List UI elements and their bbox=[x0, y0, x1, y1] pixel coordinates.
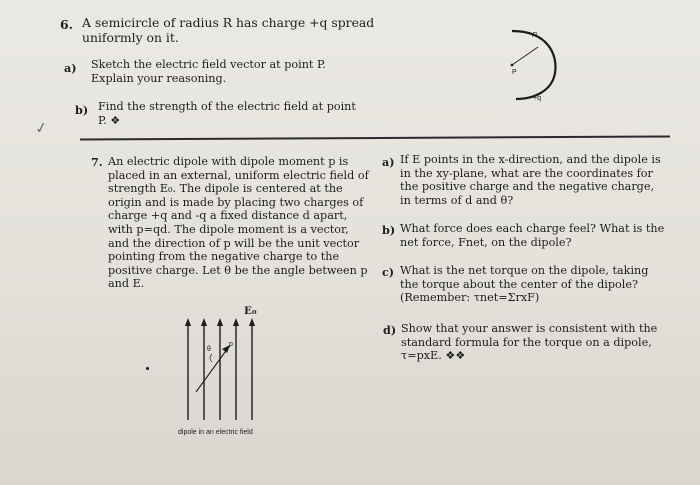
section-divider bbox=[80, 135, 670, 140]
q6-stem-line-2: uniformly on it. bbox=[82, 30, 179, 45]
q7-stem-line-4: origin and is made by placing two charges of bbox=[108, 195, 364, 209]
theta-label: θ bbox=[207, 346, 211, 353]
q7d-text bbox=[401, 322, 657, 363]
field-arrowheads bbox=[185, 318, 255, 326]
q6b-line-1: Find the strength of the electric field at point bbox=[98, 100, 356, 113]
q7d-line-3: τ=pxE. ❖❖ bbox=[401, 349, 466, 363]
q7-stem-line-9: positive charge. Let θ be the angle between p bbox=[108, 263, 368, 277]
q7-stem-line-8: pointing from the negative charge to the bbox=[108, 250, 340, 264]
q7a-line-1: If E points in the x-direction, and the dipole is bbox=[400, 153, 661, 166]
q6a-line-2: Explain your reasoning. bbox=[91, 72, 227, 85]
point-p-dot bbox=[511, 64, 514, 67]
q7c-line-3: (Remember: τnet=ΣrxF) bbox=[400, 291, 540, 305]
dipole-figure bbox=[180, 316, 290, 426]
figure-caption: dipole in an electric field bbox=[178, 429, 253, 436]
q7b-line-2: net force, Fnet, on the dipole? bbox=[400, 235, 572, 249]
semicircle-arc bbox=[512, 31, 556, 99]
q7-stem-line-6: with p=qd. The dipole moment is a vector, bbox=[108, 222, 349, 236]
q6-number: 6. bbox=[60, 17, 73, 32]
q7a-text bbox=[400, 153, 661, 207]
q7b-text bbox=[400, 222, 664, 249]
q7d-line-1: Show that your answer is consistent with the bbox=[401, 322, 658, 335]
q7c-line-2: the torque about the center of the dipole? bbox=[400, 277, 638, 291]
q7-stem-line-7: and the direction of p will be the unit vector bbox=[108, 236, 360, 250]
radius-label: R bbox=[532, 32, 538, 39]
theta-arc bbox=[210, 354, 212, 362]
pencil-check-icon: ✓ bbox=[33, 118, 50, 138]
q7-stem-line-2: placed in an external, uniform electric field of bbox=[108, 168, 369, 182]
q7d-line-2: standard formula for the torque on a dipole, bbox=[401, 335, 652, 349]
q7a-line-3: the positive charge and the negative charge, bbox=[400, 180, 655, 194]
semicircle-figure bbox=[508, 25, 568, 105]
origin-dot bbox=[146, 367, 149, 370]
q7-stem-line-5: charge +q and -q a fixed distance d apart, bbox=[108, 209, 348, 223]
q7c-text bbox=[400, 264, 648, 305]
q7-stem-line-10: and E. bbox=[108, 277, 145, 291]
point-p-label: P bbox=[512, 69, 517, 76]
q7-stem-line-3: strength E₀. The dipole is centered at the bbox=[108, 182, 343, 196]
q6b-label: b) bbox=[75, 103, 89, 117]
q6b-line-2: P. ❖ bbox=[98, 114, 121, 127]
q7c-label: c) bbox=[382, 265, 395, 279]
p-label: p bbox=[229, 341, 233, 348]
q6a-line-1: Sketch the electric field vector at point P. bbox=[91, 58, 326, 71]
q7b-label: b) bbox=[382, 223, 396, 237]
q7-number: 7. bbox=[91, 155, 103, 169]
dipole-vector bbox=[196, 348, 228, 392]
radius-line bbox=[512, 47, 538, 65]
q6a-label: a) bbox=[64, 61, 77, 75]
q7a-line-2: in the xy-plane, what are the coordinates for bbox=[400, 166, 653, 180]
field-label: E₀ bbox=[244, 305, 257, 317]
q7a-label: a) bbox=[382, 155, 395, 169]
charge-label: +q bbox=[533, 95, 541, 102]
q7-stem bbox=[108, 155, 369, 291]
q6-stem-line-1: A semicircle of radius R has charge +q spread bbox=[82, 15, 375, 30]
q7a-line-4: in terms of d and θ? bbox=[400, 193, 514, 207]
q7-stem-line-1: An electric dipole with dipole moment p is bbox=[108, 155, 349, 168]
q7c-line-1: What is the net torque on the dipole, taking bbox=[400, 264, 649, 277]
q7b-line-1: What force does each charge feel? What is the bbox=[400, 222, 665, 235]
q7d-label: d) bbox=[383, 323, 397, 337]
